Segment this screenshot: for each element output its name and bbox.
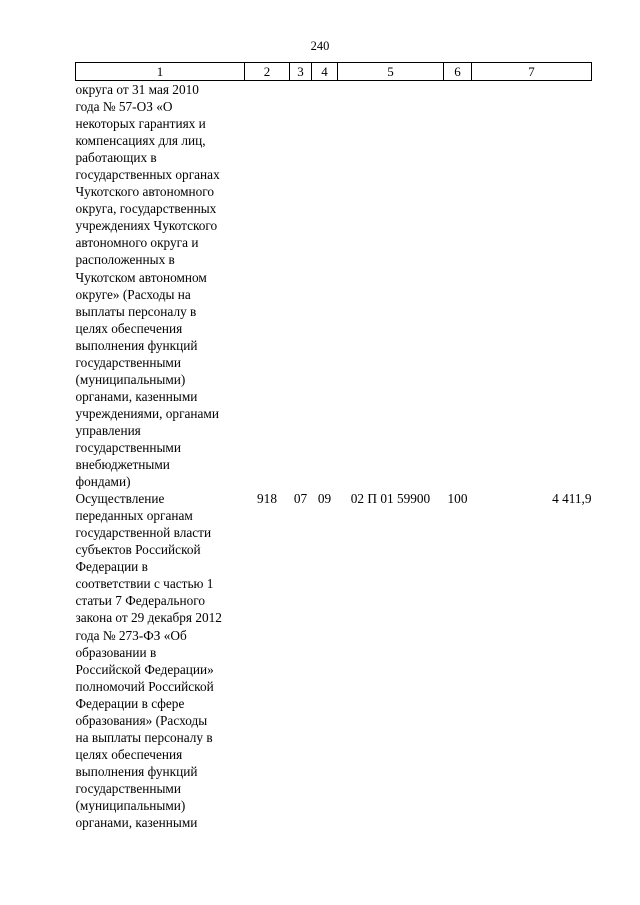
table-row	[76, 81, 592, 491]
description-line: управления	[75, 422, 141, 438]
description-line: образования» (Расходы	[75, 712, 208, 728]
description-line: государственных органах	[75, 167, 220, 183]
description-line: Российской Федерации»	[75, 661, 214, 677]
header-col-2: 2	[245, 63, 290, 81]
description-line: компенсациях для лиц,	[75, 133, 206, 149]
description-line: округа от 31 мая 2010	[75, 82, 199, 97]
section-code-cell: 07	[293, 491, 308, 507]
subsection-code-cell	[312, 81, 338, 491]
description-line: расположенных в	[75, 252, 175, 268]
description-line: года № 273-ФЗ «Об	[75, 627, 187, 643]
table-row	[76, 490, 592, 831]
description-line: выполнения функций	[75, 337, 198, 353]
description-line: целях обеспечения	[75, 746, 183, 762]
amount-cell	[472, 81, 592, 491]
description-line: Чукотском автономном	[75, 269, 207, 285]
header-col-7: 7	[472, 63, 592, 81]
description-line: Федерации в	[75, 559, 148, 575]
description-line: государственными	[75, 354, 181, 370]
description-line: органами, казенными	[75, 388, 198, 404]
row-description	[76, 490, 245, 831]
row-description	[76, 81, 245, 491]
target-article-cell: 02 П 01 59900	[350, 491, 431, 507]
description-line: учреждениями, органами	[75, 405, 219, 421]
subsection-code-cell: 09	[317, 491, 332, 507]
description-line: образовании в	[75, 644, 157, 660]
description-line: внебюджетными	[75, 457, 170, 473]
description-line: (муниципальными)	[75, 797, 186, 813]
description-line: закона от 29 декабря 2012	[75, 610, 222, 626]
header-col-5: 5	[338, 63, 444, 81]
admin-code-cell	[245, 81, 290, 491]
description-line: переданных органам	[75, 508, 193, 524]
description-line: Федерации в сфере	[75, 695, 185, 711]
description-line: работающих в	[75, 150, 157, 166]
description-line: государственной власти	[75, 525, 212, 541]
header-col-4: 4	[312, 63, 338, 81]
description-line: государственными	[75, 439, 181, 455]
description-line: автономного округа и	[75, 235, 199, 251]
description-line: выплаты персоналу в	[75, 303, 197, 319]
description-line: округе» (Расходы на	[75, 286, 191, 302]
description-line: полномочий Российской	[75, 678, 214, 694]
target-article-cell	[338, 81, 444, 491]
description-line: субъектов Российской	[75, 542, 201, 558]
header-col-1: 1	[76, 63, 245, 81]
description-line: учреждениях Чукотского	[75, 218, 218, 234]
description-line: целях обеспечения	[75, 320, 183, 336]
description-line: соответствии с частью 1	[75, 576, 214, 592]
header-col-6: 6	[444, 63, 472, 81]
description-line: округа, государственных	[75, 201, 217, 217]
description-line: Осуществление	[75, 491, 165, 507]
description-line: Чукотского автономного	[75, 184, 215, 200]
expense-type-cell	[444, 81, 472, 491]
description-line: фондами)	[75, 474, 131, 490]
description-line: статьи 7 Федерального	[75, 593, 206, 609]
header-row	[76, 63, 592, 81]
budget-table	[75, 62, 592, 831]
description-line: государственными	[75, 780, 181, 796]
description-line: некоторых гарантиях и	[75, 116, 206, 132]
description-line: (муниципальными)	[75, 371, 186, 387]
description-line: года № 57-ОЗ «О	[75, 99, 173, 115]
expense-type-cell: 100	[447, 491, 468, 507]
header-col-3: 3	[290, 63, 312, 81]
amount-cell: 4 411,9	[552, 491, 592, 507]
description-line: на выплаты персоналу в	[75, 729, 213, 745]
description-line: выполнения функций	[75, 763, 198, 779]
page-number: 240	[310, 39, 330, 53]
description-line: органами, казенными	[75, 815, 198, 831]
section-code-cell	[290, 81, 312, 491]
admin-code-cell: 918	[257, 491, 277, 507]
